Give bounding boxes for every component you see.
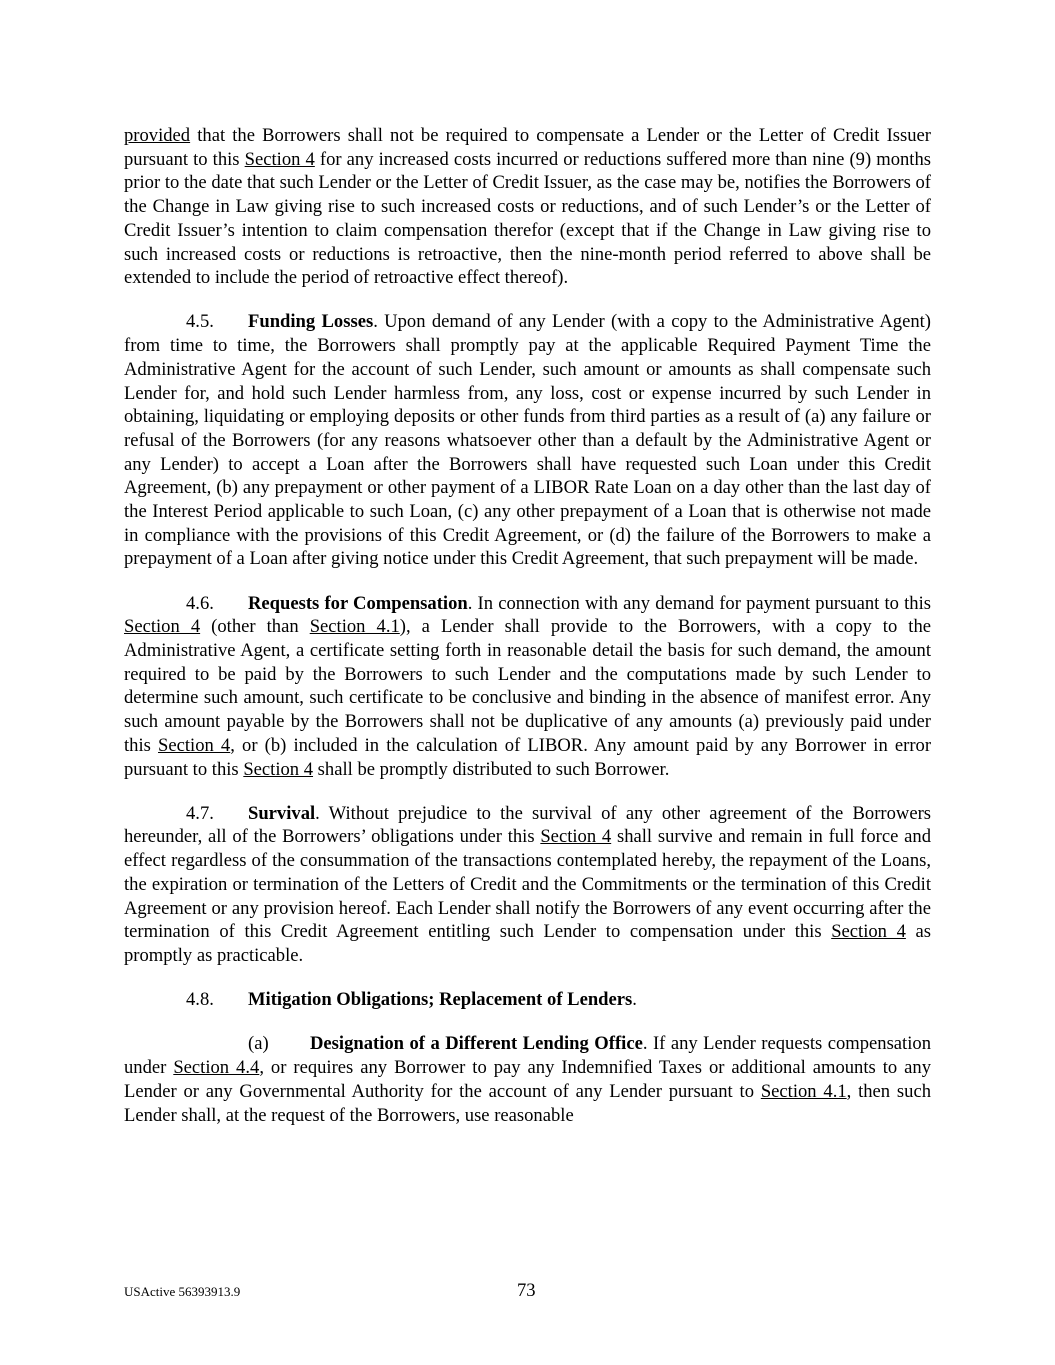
section-text: , or (b) included in the calculation of LIBOR. Any amount paid by any Borrower in error pursuant to this (124, 734, 932, 780)
section-4-5 (124, 310, 931, 571)
section-text: . (632, 989, 637, 1011)
section-text: shall be promptly distributed to such Borrower. (313, 758, 670, 780)
section-text: shall survive and remain in full force and effect regardless of the consummation of the transactions contemplated hereby, the repayment of the Loans, the expiration or termination of the Letters of Credit and the Commitments or the termination of this Credit Agreement or any provision hereof. Each Lender shall notify the Borrowers of any event occurring after the termination of this Credit Agreement entitling such Lender to compensation under this (124, 826, 932, 943)
paragraph-text: for any increased costs incurred or reductions suffered more than nine (9) months prior to the date that such Lender or the Letter of Credit Issuer, as the case may be, notifies the Borrowers of the Change in Law giving rise to such increased costs or reductions, and of such Lender’s or the Letter of Credit Issuer’s intention to claim compensation therefor (except that if the Change in Law giving rise to such increased costs or reductions is retroactive, then the nine-month period referred to above shall be extended to include the period of retroactive effect thereof). (124, 148, 932, 289)
subsection-heading: Designation of a Different Lending Office (310, 1033, 643, 1055)
section-reference: Section 4.1 (309, 616, 400, 638)
footer-document-id: USActive 56393913.9 (124, 1284, 241, 1299)
section-heading: Survival (248, 802, 316, 824)
section-heading: Requests for Compensation (248, 592, 468, 614)
section-reference: Section 4 (158, 734, 231, 756)
section-text: ), a Lender shall provide to the Borrowers, with a copy to the Administrative Agent, a certificate setting forth in reasonable detail the basis for such demand, the amount required to be paid by the Borrowers to such Lender and the computations made by such Lender to determine such amount, such certificate to be conclusive and binding in the absence of manifest error. Any such amount payable by the Borrowers shall not be duplicative of any amounts (a) previously paid under this (124, 616, 932, 756)
section-text: . If any Lender requests compensation under (124, 1033, 931, 1079)
section-reference: Section 4 (831, 921, 906, 943)
section-number: 4.6. (186, 592, 214, 614)
section-4-8-a (124, 1032, 931, 1127)
section-4-7 (124, 802, 931, 968)
section-reference: Section 4 (540, 826, 612, 848)
section-number: 4.5. (186, 311, 214, 333)
section-4-6 (124, 592, 931, 782)
section-text: , or requires any Borrower to pay any Indemnified Taxes or additional amounts to any Lender or any Governmental Authority for the account of any Lender pursuant to (124, 1057, 932, 1102)
section-text: . Without prejudice to the survival of any other agreement of the Borrowers hereunder, all of the Borrowers’ obligations under this (124, 802, 931, 848)
paragraph-proviso (124, 124, 931, 290)
section-heading: Funding Losses (248, 311, 374, 333)
section-number: 4.7. (186, 802, 214, 824)
section-text: , then such Lender shall, at the request of the Borrowers, use reasonable (124, 1080, 931, 1126)
section-reference: Section 4.1 (760, 1080, 847, 1102)
paragraph-text: that the Borrowers shall not be required to compensate a Lender or the Letter of Credit Issuer pursuant to this (124, 125, 931, 170)
section-text: as promptly as practicable. (124, 921, 932, 966)
proviso-term: provided (124, 125, 191, 146)
section-4-8 (124, 988, 931, 1012)
section-reference: Section 4.4 (173, 1057, 260, 1079)
section-text: . Upon demand of any Lender (with a copy to the Administrative Agent) from time to time, the Borrowers shall promptly pay at the applicable Required Payment Time the Administrative Agent for the account of such Lender, such amount or amounts as shall compensate such Lender for, and hold such Lender harmless from, any loss, cost or expense incurred by such Lender in obtaining, liquidating or employing deposits or other funds from third parties as a result of (a) any failure or refusal of the Borrowers (for any reasons whatsoever other than a default by the Administrative Agent or any Lender) to accept a Loan after the Borrowers shall have requested such Loan under this Credit Agreement, (b) any prepayment or other payment of a LIBOR Rate Loan on a day other than the last day of the Interest Period applicable to such Loan, (c) any other prepayment of a Loan that is otherwise not made in compliance with the provisions of this Credit Agreement, or (d) the failure of the Borrowers to make a prepayment of a Loan after giving notice under this Credit Agreement, that such prepayment will be made. (124, 311, 931, 570)
section-reference: Section 4 (243, 758, 314, 780)
section-text: . In connection with any demand for payment pursuant to this (467, 592, 931, 614)
document-body (124, 124, 931, 1148)
section-reference: Section 4 (124, 616, 201, 638)
section-heading: Mitigation Obligations; Replacement of Lenders (248, 989, 633, 1011)
subsection-number: (a) (248, 1033, 269, 1055)
section-reference: Section 4 (244, 148, 315, 170)
footer-page-number: 73 (517, 1280, 536, 1301)
section-text: (other than (200, 616, 310, 638)
section-number: 4.8. (186, 989, 214, 1011)
